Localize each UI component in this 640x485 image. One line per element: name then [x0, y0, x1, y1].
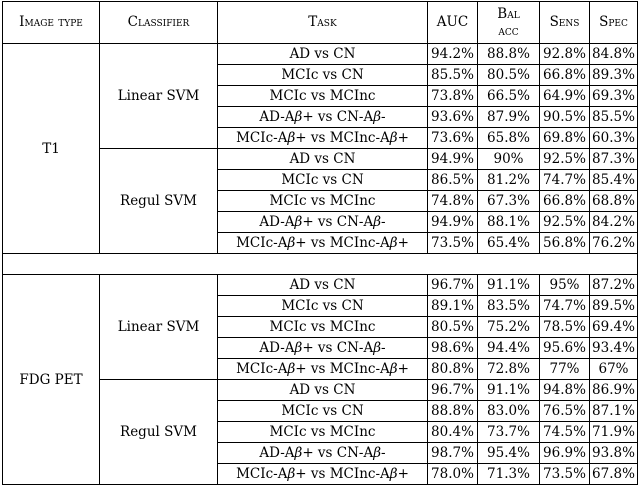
auc-cell: 85.5%	[428, 65, 478, 86]
task-cell: MCIc vs CN	[218, 170, 428, 191]
classifier-cell: Regul SVM	[100, 149, 218, 254]
table-row	[3, 275, 638, 296]
task-cell: AD-Aβ+ vs CN-Aβ-	[218, 212, 428, 233]
auc-cell: 80.4%	[428, 422, 478, 443]
sens-cell: 95%	[540, 275, 590, 296]
auc-cell: 98.7%	[428, 443, 478, 464]
task-cell: AD-Aβ+ vs CN-Aβ-	[218, 338, 428, 359]
auc-cell: 94.9%	[428, 212, 478, 233]
task-cell: AD vs CN	[218, 44, 428, 65]
bal-acc-cell: 94.4%	[478, 338, 540, 359]
sens-cell: 94.8%	[540, 380, 590, 401]
bal-acc-cell: 80.5%	[478, 65, 540, 86]
bal-acc-cell: 88.8%	[478, 44, 540, 65]
sens-cell: 95.6%	[540, 338, 590, 359]
spec-cell: 85.4%	[590, 170, 638, 191]
spec-cell: 76.2%	[590, 233, 638, 254]
sens-cell: 76.5%	[540, 401, 590, 422]
task-cell: MCIc vs CN	[218, 296, 428, 317]
spec-cell: 85.5%	[590, 107, 638, 128]
sens-cell: 90.5%	[540, 107, 590, 128]
results-table	[2, 1, 638, 485]
task-cell: MCIc-Aβ+ vs MCInc-Aβ+	[218, 128, 428, 149]
task-cell: MCIc-Aβ+ vs MCInc-Aβ+	[218, 233, 428, 254]
image-type-cell: T1	[3, 44, 100, 254]
sens-cell: 92.5%	[540, 212, 590, 233]
sens-cell: 77%	[540, 359, 590, 380]
spec-cell: 86.9%	[590, 380, 638, 401]
sens-cell: 92.5%	[540, 149, 590, 170]
bal-acc-cell: 66.5%	[478, 86, 540, 107]
task-cell: MCIc vs MCInc	[218, 422, 428, 443]
auc-cell: 96.7%	[428, 275, 478, 296]
header-bal-acc-line2: acc	[498, 22, 519, 39]
sens-cell: 78.5%	[540, 317, 590, 338]
header-task: Task	[218, 2, 428, 44]
spec-cell: 84.2%	[590, 212, 638, 233]
bal-acc-cell: 95.4%	[478, 443, 540, 464]
header-bal-acc	[478, 2, 540, 44]
sens-cell: 69.8%	[540, 128, 590, 149]
task-cell: MCIc vs MCInc	[218, 191, 428, 212]
sens-cell: 66.8%	[540, 65, 590, 86]
auc-cell: 96.7%	[428, 380, 478, 401]
sens-cell: 64.9%	[540, 86, 590, 107]
task-cell: AD vs CN	[218, 275, 428, 296]
classifier-cell: Regul SVM	[100, 380, 218, 485]
spec-cell: 67%	[590, 359, 638, 380]
header-bal-acc-line1: Bal	[497, 5, 520, 22]
task-cell: AD vs CN	[218, 149, 428, 170]
spec-cell: 71.9%	[590, 422, 638, 443]
spec-cell: 60.3%	[590, 128, 638, 149]
auc-cell: 94.2%	[428, 44, 478, 65]
spec-cell: 69.3%	[590, 86, 638, 107]
table-row	[3, 44, 638, 65]
image-type-cell: FDG PET	[3, 275, 100, 485]
bal-acc-cell: 87.9%	[478, 107, 540, 128]
auc-cell: 80.5%	[428, 317, 478, 338]
classifier-cell: Linear SVM	[100, 44, 218, 149]
spec-cell: 87.3%	[590, 149, 638, 170]
group-separator	[3, 254, 638, 275]
spec-cell: 69.4%	[590, 317, 638, 338]
bal-acc-cell: 67.3%	[478, 191, 540, 212]
task-cell: MCIc vs CN	[218, 401, 428, 422]
spec-cell: 87.1%	[590, 401, 638, 422]
sens-cell: 66.8%	[540, 191, 590, 212]
sens-cell: 96.9%	[540, 443, 590, 464]
sens-cell: 74.7%	[540, 170, 590, 191]
task-cell: AD-Aβ+ vs CN-Aβ-	[218, 107, 428, 128]
bal-acc-cell: 83.5%	[478, 296, 540, 317]
auc-cell: 74.8%	[428, 191, 478, 212]
bal-acc-cell: 91.1%	[478, 275, 540, 296]
bal-acc-cell: 65.4%	[478, 233, 540, 254]
auc-cell: 86.5%	[428, 170, 478, 191]
header-row	[3, 2, 638, 44]
auc-cell: 80.8%	[428, 359, 478, 380]
header-classifier: Classifier	[100, 2, 218, 44]
spec-cell: 68.8%	[590, 191, 638, 212]
task-cell: MCIc vs CN	[218, 65, 428, 86]
spec-cell: 89.5%	[590, 296, 638, 317]
auc-cell: 78.0%	[428, 464, 478, 485]
header-image-type: Image type	[3, 2, 100, 44]
bal-acc-cell: 91.1%	[478, 380, 540, 401]
spec-cell: 84.8%	[590, 44, 638, 65]
separator-cell	[3, 254, 638, 275]
task-cell: AD vs CN	[218, 380, 428, 401]
header-spec: Spec	[590, 2, 638, 44]
sens-cell: 73.5%	[540, 464, 590, 485]
auc-cell: 73.6%	[428, 128, 478, 149]
bal-acc-cell: 73.7%	[478, 422, 540, 443]
header-auc: AUC	[428, 2, 478, 44]
bal-acc-cell: 75.2%	[478, 317, 540, 338]
spec-cell: 67.8%	[590, 464, 638, 485]
auc-cell: 88.8%	[428, 401, 478, 422]
bal-acc-cell: 83.0%	[478, 401, 540, 422]
auc-cell: 98.6%	[428, 338, 478, 359]
bal-acc-cell: 71.3%	[478, 464, 540, 485]
auc-cell: 94.9%	[428, 149, 478, 170]
task-cell: MCIc vs MCInc	[218, 317, 428, 338]
bal-acc-cell: 65.8%	[478, 128, 540, 149]
sens-cell: 92.8%	[540, 44, 590, 65]
spec-cell: 93.8%	[590, 443, 638, 464]
spec-cell: 89.3%	[590, 65, 638, 86]
sens-cell: 56.8%	[540, 233, 590, 254]
task-cell: MCIc-Aβ+ vs MCInc-Aβ+	[218, 359, 428, 380]
auc-cell: 93.6%	[428, 107, 478, 128]
bal-acc-cell: 88.1%	[478, 212, 540, 233]
bal-acc-cell: 81.2%	[478, 170, 540, 191]
task-cell: MCIc-Aβ+ vs MCInc-Aβ+	[218, 464, 428, 485]
task-cell: MCIc vs MCInc	[218, 86, 428, 107]
table-body	[3, 44, 638, 485]
sens-cell: 74.5%	[540, 422, 590, 443]
spec-cell: 87.2%	[590, 275, 638, 296]
sens-cell: 74.7%	[540, 296, 590, 317]
header-sens: Sens	[540, 2, 590, 44]
auc-cell: 89.1%	[428, 296, 478, 317]
auc-cell: 73.8%	[428, 86, 478, 107]
classifier-cell: Linear SVM	[100, 275, 218, 380]
bal-acc-cell: 72.8%	[478, 359, 540, 380]
spec-cell: 93.4%	[590, 338, 638, 359]
task-cell: AD-Aβ+ vs CN-Aβ-	[218, 443, 428, 464]
auc-cell: 73.5%	[428, 233, 478, 254]
bal-acc-cell: 90%	[478, 149, 540, 170]
